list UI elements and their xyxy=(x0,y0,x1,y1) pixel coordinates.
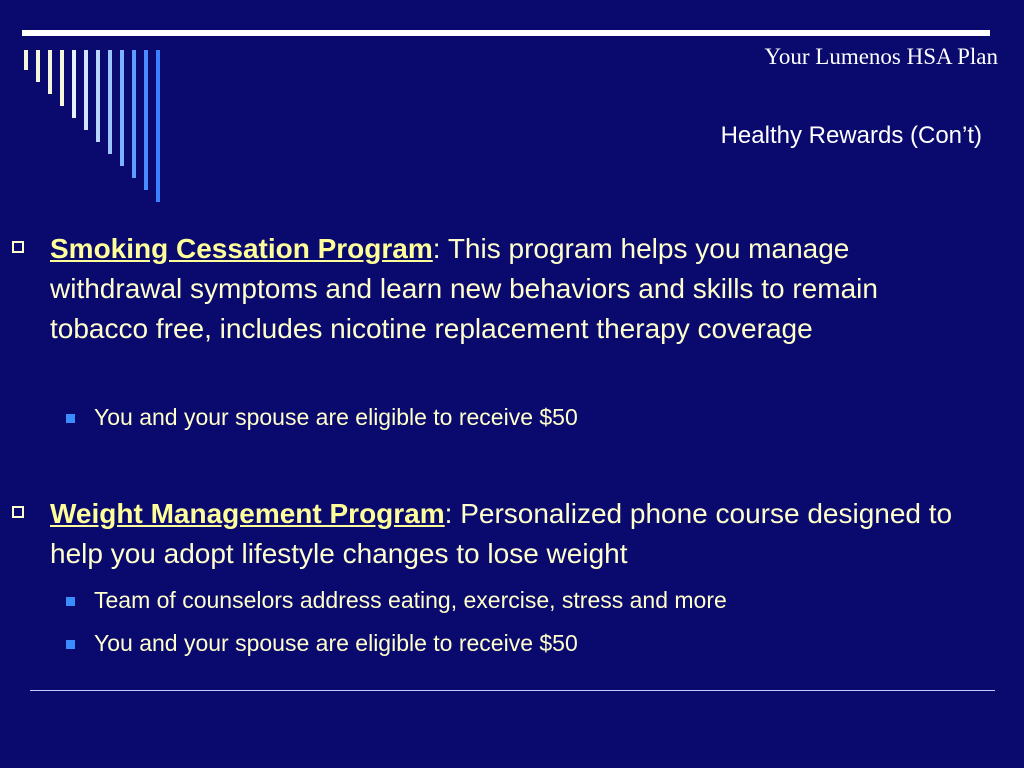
stripe-8 xyxy=(108,50,112,154)
stripe-6 xyxy=(84,50,88,130)
header-title: Your Lumenos HSA Plan xyxy=(764,44,998,69)
sub-bullet-text: You and your spouse are eligible to receive $50 xyxy=(94,630,578,656)
bullet-text: This program helps you manage withdrawal symptoms and learn new behaviors and skills to remain tobacco free, includes nicotine replacement therapy coverage xyxy=(50,233,878,344)
sub-bullet xyxy=(94,628,974,658)
bullet-colon: : xyxy=(432,233,441,264)
filled-square-bullet-icon xyxy=(66,414,75,423)
bullet-keyword: Weight Management Program xyxy=(50,498,445,529)
stripe-10 xyxy=(132,50,136,178)
stripe-12 xyxy=(156,50,160,202)
bullet-text: Personalized phone course designed to help you adopt lifestyle changes to lose weight xyxy=(50,498,953,569)
slide-title: Healthy Rewards (Con’t) xyxy=(720,122,982,149)
stripe-4 xyxy=(60,50,64,106)
stripe-3 xyxy=(48,50,52,94)
sub-bullet-text: You and your spouse are eligible to receive $50 xyxy=(94,404,578,430)
stripe-9 xyxy=(120,50,124,166)
sub-bullet xyxy=(94,402,974,432)
stripe-5 xyxy=(72,50,76,118)
hollow-square-bullet-icon xyxy=(12,241,24,253)
bullet-colon: : xyxy=(444,498,453,529)
decorative-stripes xyxy=(24,50,174,210)
filled-square-bullet-icon xyxy=(66,640,75,649)
bullet-keyword: Smoking Cessation Program xyxy=(50,233,433,264)
sub-bullet-text: Team of counselors address eating, exercise, stress and more xyxy=(94,587,727,613)
stripe-7 xyxy=(96,50,100,142)
sub-bullet xyxy=(94,585,974,615)
bullet-weight-management xyxy=(50,494,980,574)
stripe-11 xyxy=(144,50,148,190)
bullet-smoking-cessation xyxy=(50,229,980,349)
top-rule xyxy=(22,30,990,36)
hollow-square-bullet-icon xyxy=(12,506,24,518)
stripe-2 xyxy=(36,50,40,82)
filled-square-bullet-icon xyxy=(66,597,75,606)
bottom-rule xyxy=(30,690,995,691)
stripe-1 xyxy=(24,50,28,70)
